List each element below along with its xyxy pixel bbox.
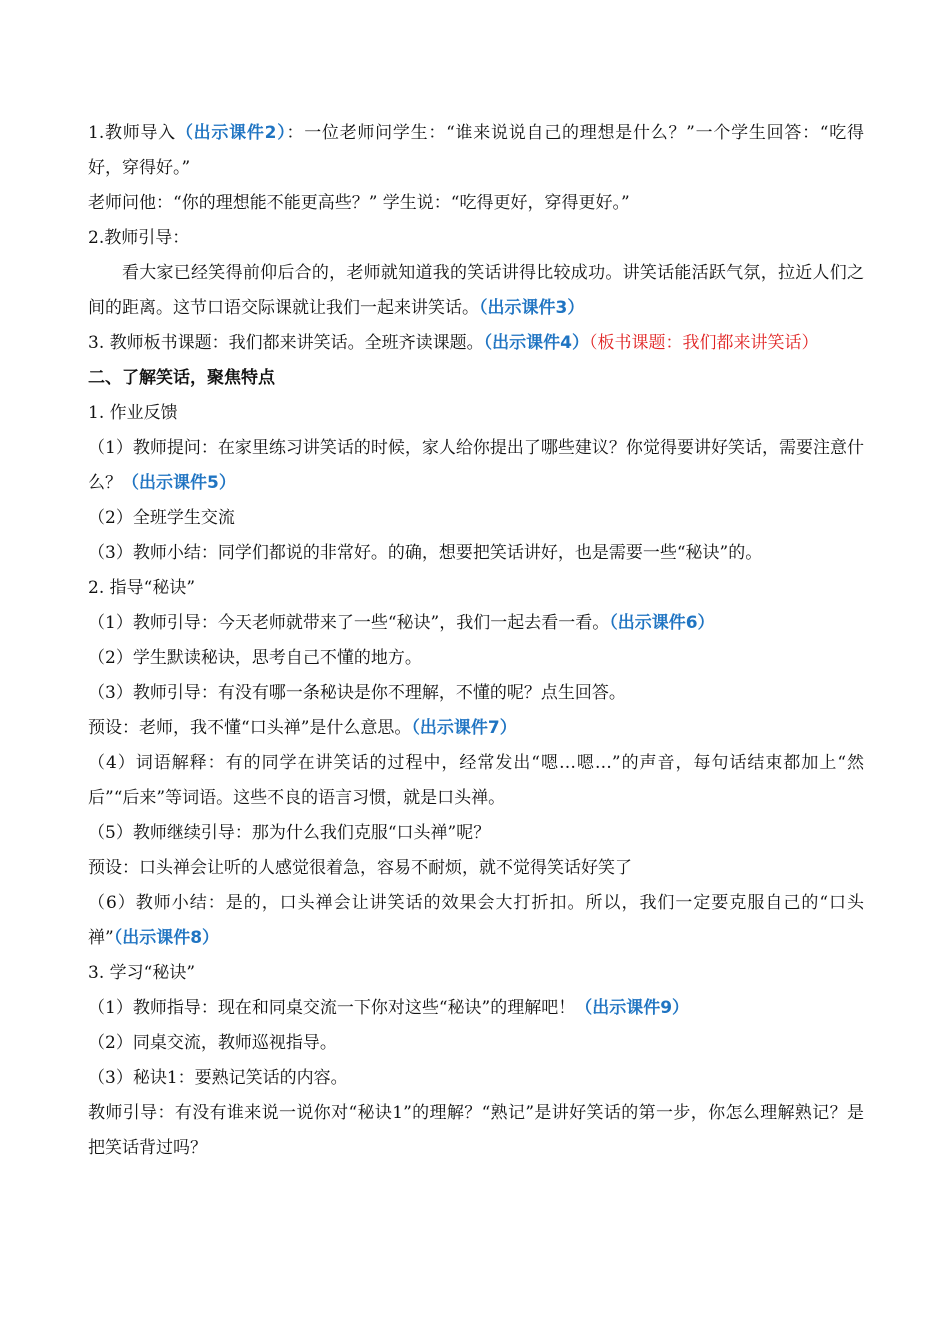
paragraph [88, 816, 864, 851]
text-run: 2. 指导“秘诀” [88, 578, 196, 598]
text-run: 老师问他：“你的理想能不能更高些？” 学生说：“吃得更好，穿得更好。” [88, 193, 630, 213]
paragraph [88, 1026, 864, 1061]
text-run: （3）教师引导：有没有哪一条秘诀是你不理解，不懂的呢？点生回答。 [88, 683, 626, 703]
text-run: （1）教师引导：今天老师就带来了一些“秘诀”，我们一起去看一看。 [88, 613, 610, 633]
text-run: （3）教师小结：同学们都说的非常好。的确，想要把笑话讲好，也是需要一些“秘诀”的。 [88, 543, 763, 563]
paragraph [88, 326, 864, 361]
courseware-reference: （出示课件2） [175, 123, 287, 143]
text-run: 1.教师导入 [88, 123, 176, 143]
paragraph [88, 116, 864, 186]
text-run: 预设：老师，我不懂“口头禅”是什么意思。 [88, 718, 412, 738]
paragraph [88, 571, 864, 606]
paragraph [88, 991, 864, 1026]
courseware-reference: （出示课件7） [411, 718, 517, 738]
text-run: 预设：口头禅会让听的人感觉很着急，容易不耐烦，就不觉得笑话好笑了 [88, 858, 632, 878]
text-run: （6）教师小结：是的，口头禅会让讲笑话的效果会大打折扣。所以，我们一定要克服自己的“口头禅” [88, 893, 864, 948]
text-run: （5）教师继续引导：那为什么我们克服“口头禅”呢？ [88, 823, 491, 843]
paragraph [88, 641, 864, 676]
paragraph [88, 606, 864, 641]
paragraph [88, 1096, 864, 1166]
text-run: 1. 作业反馈 [88, 403, 178, 423]
paragraph [88, 746, 864, 816]
text-run: （1）教师指导：现在和同桌交流一下你对这些“秘诀”的理解吧！ [88, 998, 576, 1018]
text-run: （3）秘诀1：要熟记笑话的内容。 [88, 1068, 348, 1088]
paragraph [88, 186, 864, 221]
paragraph [88, 431, 864, 501]
paragraph [88, 256, 864, 326]
paragraph [88, 711, 864, 746]
text-run: 3. 学习“秘诀” [88, 963, 196, 983]
text-run: （2）全班学生交流 [88, 508, 235, 528]
paragraph [88, 1061, 864, 1096]
paragraph [88, 676, 864, 711]
document-body [88, 116, 864, 1166]
text-run: 教师引导：有没有谁来说一说你对“秘诀1”的理解？“熟记”是讲好笑话的第一步，你怎么理解熟记？是把笑话背过吗？ [88, 1103, 864, 1158]
courseware-reference: （出示课件9） [575, 998, 690, 1018]
courseware-reference: （出示课件5） [122, 473, 236, 493]
board-title-note: （板书课题：我们都来讲笑话） [588, 333, 819, 353]
courseware-reference: （出示课件3） [479, 298, 585, 318]
text-run: （2）学生默读秘诀，思考自己不懂的地方。 [88, 648, 422, 668]
paragraph [88, 501, 864, 536]
courseware-reference: （出示课件6） [609, 613, 715, 633]
courseware-reference: （出示课件8） [113, 928, 220, 948]
paragraph [88, 886, 864, 956]
text-run: （4）词语解释：有的同学在讲笑话的过程中，经常发出“嗯…嗯…”的声音，每句话结束都加上“然后”“后来”等词语。这些不良的语言习惯，就是口头禅。 [88, 753, 864, 808]
paragraph [88, 221, 864, 256]
text-run: （1）教师提问：在家里练习讲笑话的时候，家人给你提出了哪些建议？你觉得要讲好笑话，需要注意什么？ [88, 438, 864, 493]
section-heading [88, 361, 864, 396]
paragraph [88, 851, 864, 886]
text-run: 二、了解笑话，聚焦特点 [88, 368, 275, 388]
paragraph [88, 396, 864, 431]
text-run: 2.教师引导： [88, 228, 190, 248]
paragraph [88, 956, 864, 991]
text-run: 3. 教师板书课题：我们都来讲笑话。全班齐读课题。 [88, 333, 484, 353]
text-run: ：一位老师问学生：“谁来说说自己的理想是什么？”一个学生回答：“吃得好，穿得好。” [88, 123, 864, 178]
text-run: 看大家已经笑得前仰后合的，老师就知道我的笑话讲得比较成功。讲笑话能活跃气氛，拉近人们之间的距离。这节口语交际课就让我们一起来讲笑话。 [88, 263, 864, 318]
courseware-reference: （出示课件4） [483, 333, 589, 353]
paragraph [88, 536, 864, 571]
text-run: （2）同桌交流，教师巡视指导。 [88, 1033, 337, 1053]
